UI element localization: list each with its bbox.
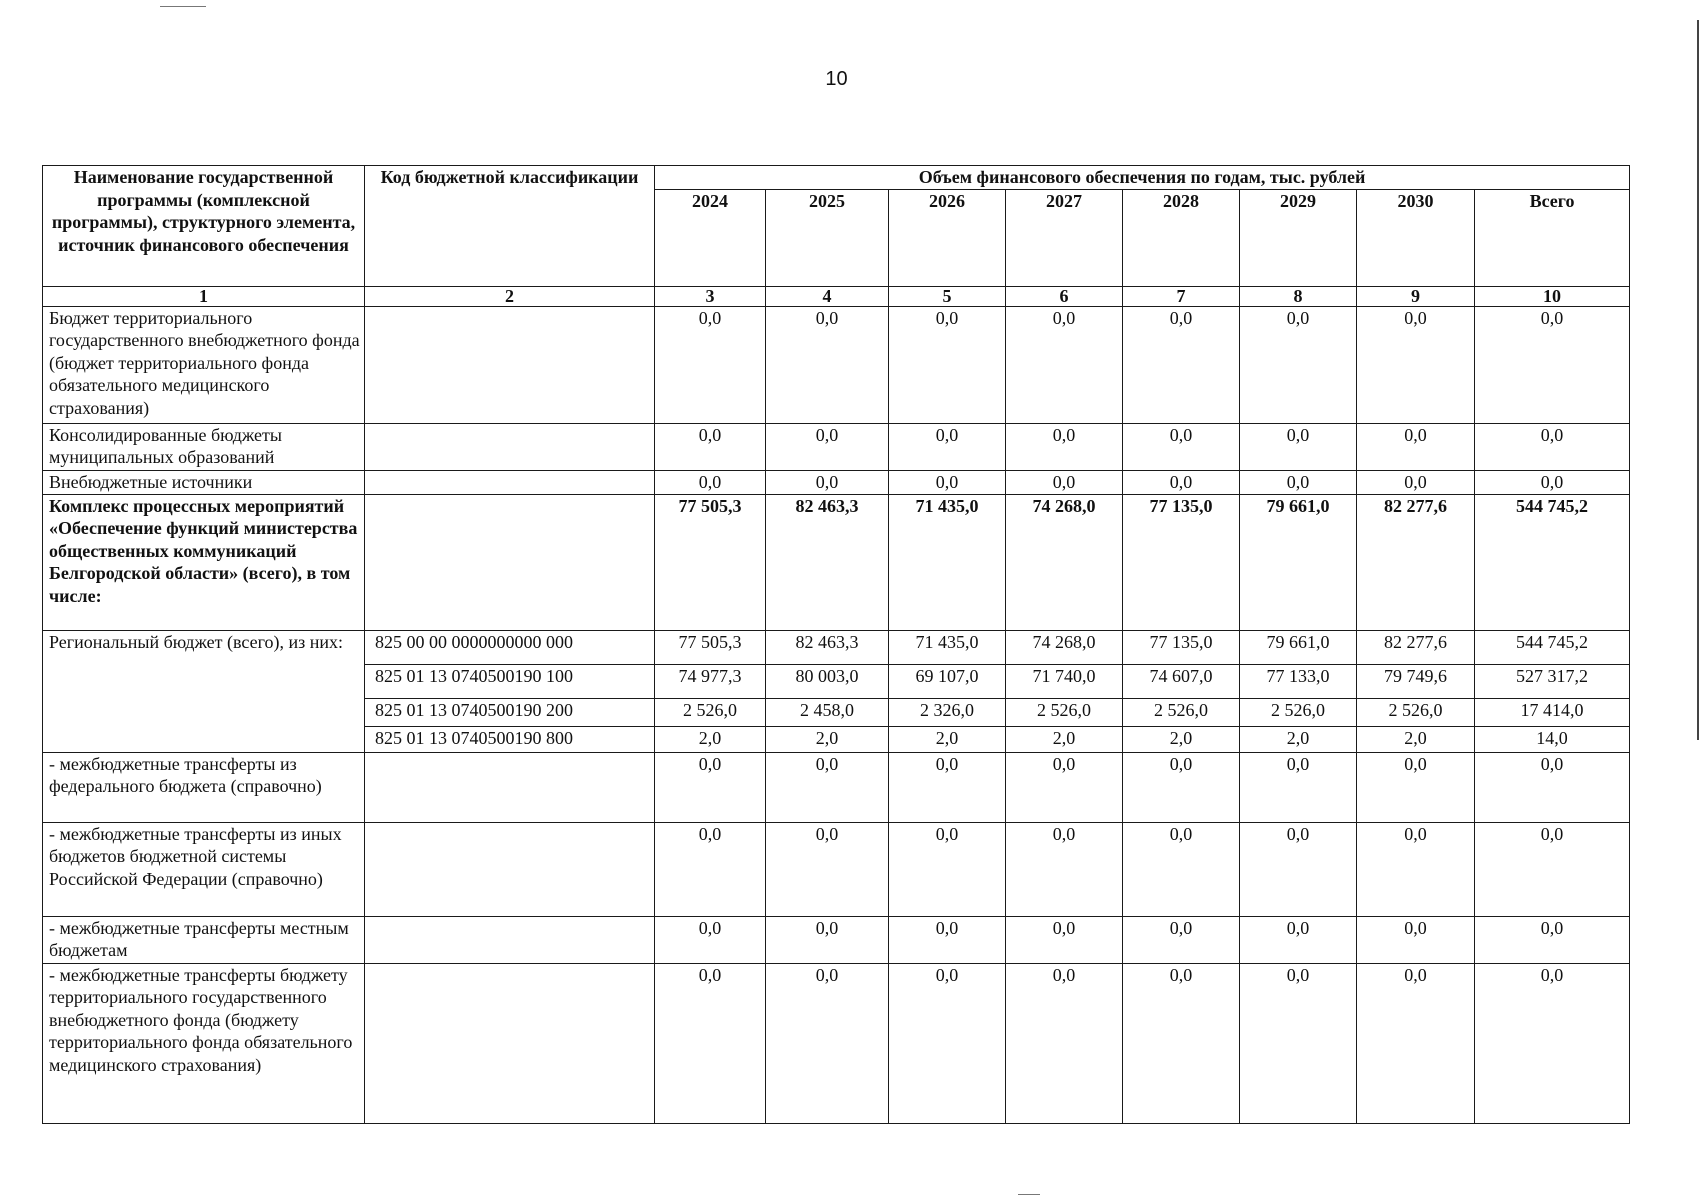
value-cell: 71 435,0 xyxy=(889,494,1006,630)
row-code xyxy=(365,752,655,822)
value-cell: 69 107,0 xyxy=(889,664,1006,698)
value-cell: 79 661,0 xyxy=(1240,494,1357,630)
value-cell: 0,0 xyxy=(889,306,1006,423)
row-name: Бюджет территориального государственного внебюджетного фонда (бюджет территориального фонда обязательного медицинского страхования) xyxy=(43,306,365,423)
row-name: Комплекс процессных мероприятий «Обеспечение функций министерства общественных коммуникаций Белгородской области» (всего), в том числе: xyxy=(43,494,365,630)
table-row xyxy=(43,494,1630,630)
header-year: 2030 xyxy=(1357,189,1475,286)
value-cell: 0,0 xyxy=(1006,963,1123,1123)
total-cell: 0,0 xyxy=(1475,423,1630,470)
value-cell: 0,0 xyxy=(889,822,1006,916)
row-code xyxy=(365,822,655,916)
value-cell: 0,0 xyxy=(1006,822,1123,916)
value-cell: 0,0 xyxy=(655,822,766,916)
value-cell: 0,0 xyxy=(766,423,889,470)
row-name: Региональный бюджет (всего), из них: xyxy=(43,630,365,752)
row-code xyxy=(365,963,655,1123)
row-code: 825 01 13 0740500190 200 xyxy=(365,698,655,726)
total-cell: 527 317,2 xyxy=(1475,664,1630,698)
value-cell: 0,0 xyxy=(1123,470,1240,494)
value-cell: 77 505,3 xyxy=(655,630,766,664)
total-cell: 0,0 xyxy=(1475,752,1630,822)
value-cell: 2 526,0 xyxy=(655,698,766,726)
total-cell: 0,0 xyxy=(1475,470,1630,494)
column-number: 5 xyxy=(889,286,1006,306)
value-cell: 0,0 xyxy=(1240,423,1357,470)
header-year: 2025 xyxy=(766,189,889,286)
header-year: 2026 xyxy=(889,189,1006,286)
total-cell: 0,0 xyxy=(1475,306,1630,423)
value-cell: 82 277,6 xyxy=(1357,630,1475,664)
table-row xyxy=(43,916,1630,963)
row-name: Внебюджетные источники xyxy=(43,470,365,494)
financing-table xyxy=(42,165,1630,1124)
value-cell: 0,0 xyxy=(889,423,1006,470)
value-cell: 0,0 xyxy=(889,916,1006,963)
value-cell: 0,0 xyxy=(655,423,766,470)
total-cell: 0,0 xyxy=(1475,916,1630,963)
row-code xyxy=(365,306,655,423)
column-number: 3 xyxy=(655,286,766,306)
value-cell: 71 435,0 xyxy=(889,630,1006,664)
value-cell: 0,0 xyxy=(766,752,889,822)
value-cell: 0,0 xyxy=(655,470,766,494)
total-cell: 17 414,0 xyxy=(1475,698,1630,726)
column-number: 7 xyxy=(1123,286,1240,306)
total-cell: 14,0 xyxy=(1475,726,1630,752)
table-row xyxy=(43,630,1630,664)
value-cell: 82 277,6 xyxy=(1357,494,1475,630)
value-cell: 2 526,0 xyxy=(1123,698,1240,726)
table-row xyxy=(43,963,1630,1123)
value-cell: 0,0 xyxy=(655,916,766,963)
row-code xyxy=(365,423,655,470)
column-number: 8 xyxy=(1240,286,1357,306)
value-cell: 2,0 xyxy=(766,726,889,752)
value-cell: 0,0 xyxy=(889,963,1006,1123)
value-cell: 0,0 xyxy=(1123,306,1240,423)
total-cell: 0,0 xyxy=(1475,963,1630,1123)
table-row xyxy=(43,306,1630,423)
column-number: 9 xyxy=(1357,286,1475,306)
value-cell: 79 749,6 xyxy=(1357,664,1475,698)
value-cell: 0,0 xyxy=(1240,916,1357,963)
value-cell: 0,0 xyxy=(1006,423,1123,470)
value-cell: 74 268,0 xyxy=(1006,494,1123,630)
value-cell: 0,0 xyxy=(1123,752,1240,822)
value-cell: 0,0 xyxy=(1123,916,1240,963)
value-cell: 0,0 xyxy=(655,752,766,822)
value-cell: 0,0 xyxy=(1123,822,1240,916)
row-code: 825 01 13 0740500190 800 xyxy=(365,726,655,752)
value-cell: 74 268,0 xyxy=(1006,630,1123,664)
row-code: 825 01 13 0740500190 100 xyxy=(365,664,655,698)
value-cell: 0,0 xyxy=(1006,916,1123,963)
total-cell: 0,0 xyxy=(1475,822,1630,916)
value-cell: 71 740,0 xyxy=(1006,664,1123,698)
row-name: - межбюджетные трансферты из иных бюджетов бюджетной системы Российской Федерации (справочно) xyxy=(43,822,365,916)
column-number: 6 xyxy=(1006,286,1123,306)
value-cell: 82 463,3 xyxy=(766,494,889,630)
scan-edge-line xyxy=(1697,20,1699,740)
value-cell: 0,0 xyxy=(1240,963,1357,1123)
value-cell: 2 526,0 xyxy=(1006,698,1123,726)
header-volume-group: Объем финансового обеспечения по годам, тыс. рублей xyxy=(655,166,1630,190)
value-cell: 0,0 xyxy=(1240,822,1357,916)
value-cell: 0,0 xyxy=(889,470,1006,494)
total-cell: 544 745,2 xyxy=(1475,494,1630,630)
value-cell: 2 526,0 xyxy=(1357,698,1475,726)
row-code xyxy=(365,470,655,494)
value-cell: 77 505,3 xyxy=(655,494,766,630)
value-cell: 0,0 xyxy=(889,752,1006,822)
value-cell: 0,0 xyxy=(766,963,889,1123)
table-row xyxy=(43,423,1630,470)
value-cell: 2,0 xyxy=(1240,726,1357,752)
row-name: Консолидированные бюджеты муниципальных образований xyxy=(43,423,365,470)
value-cell: 0,0 xyxy=(1006,470,1123,494)
value-cell: 0,0 xyxy=(1240,470,1357,494)
value-cell: 77 133,0 xyxy=(1240,664,1357,698)
value-cell: 2 458,0 xyxy=(766,698,889,726)
value-cell: 2,0 xyxy=(1123,726,1240,752)
value-cell: 0,0 xyxy=(766,306,889,423)
column-number: 4 xyxy=(766,286,889,306)
value-cell: 0,0 xyxy=(1357,470,1475,494)
value-cell: 0,0 xyxy=(766,470,889,494)
column-number: 1 xyxy=(43,286,365,306)
value-cell: 0,0 xyxy=(1357,752,1475,822)
value-cell: 82 463,3 xyxy=(766,630,889,664)
value-cell: 0,0 xyxy=(1240,306,1357,423)
page-number: 10 xyxy=(825,68,848,90)
value-cell: 2 526,0 xyxy=(1240,698,1357,726)
value-cell: 0,0 xyxy=(1357,423,1475,470)
header-year: 2028 xyxy=(1123,189,1240,286)
value-cell: 74 977,3 xyxy=(655,664,766,698)
table-row xyxy=(43,822,1630,916)
column-number: 10 xyxy=(1475,286,1630,306)
value-cell: 74 607,0 xyxy=(1123,664,1240,698)
value-cell: 0,0 xyxy=(1123,423,1240,470)
header-year: 2029 xyxy=(1240,189,1357,286)
row-code xyxy=(365,916,655,963)
value-cell: 0,0 xyxy=(1123,963,1240,1123)
value-cell: 79 661,0 xyxy=(1240,630,1357,664)
value-cell: 2,0 xyxy=(1006,726,1123,752)
table-row xyxy=(43,470,1630,494)
value-cell: 0,0 xyxy=(1357,916,1475,963)
value-cell: 2,0 xyxy=(655,726,766,752)
value-cell: 77 135,0 xyxy=(1123,630,1240,664)
row-name: - межбюджетные трансферты местным бюджетам xyxy=(43,916,365,963)
value-cell: 0,0 xyxy=(655,306,766,423)
header-name: Наименование государственной программы (комплексной программы), структурного элемента, источник финансового обеспечения xyxy=(43,166,365,287)
value-cell: 0,0 xyxy=(1357,822,1475,916)
column-number: 2 xyxy=(365,286,655,306)
scan-artifact xyxy=(1018,1194,1040,1195)
value-cell: 0,0 xyxy=(1357,306,1475,423)
row-code: 825 00 00 0000000000 000 xyxy=(365,630,655,664)
row-name: - межбюджетные трансферты из федерального бюджета (справочно) xyxy=(43,752,365,822)
value-cell: 2,0 xyxy=(1357,726,1475,752)
value-cell: 0,0 xyxy=(1240,752,1357,822)
row-name: - межбюджетные трансферты бюджету территориального государственного внебюджетного фонда (бюджету территориального фонда обязательного медицинского страхования) xyxy=(43,963,365,1123)
value-cell: 2 326,0 xyxy=(889,698,1006,726)
value-cell: 0,0 xyxy=(1006,752,1123,822)
header-year: 2027 xyxy=(1006,189,1123,286)
row-code xyxy=(365,494,655,630)
header-code: Код бюджетной классификации xyxy=(365,166,655,287)
total-cell: 544 745,2 xyxy=(1475,630,1630,664)
value-cell: 80 003,0 xyxy=(766,664,889,698)
header-year: 2024 xyxy=(655,189,766,286)
scan-artifact xyxy=(160,6,206,7)
value-cell: 0,0 xyxy=(766,916,889,963)
value-cell: 0,0 xyxy=(655,963,766,1123)
table-row xyxy=(43,752,1630,822)
value-cell: 77 135,0 xyxy=(1123,494,1240,630)
value-cell: 0,0 xyxy=(766,822,889,916)
header-total: Всего xyxy=(1475,189,1630,286)
value-cell: 0,0 xyxy=(1006,306,1123,423)
value-cell: 2,0 xyxy=(889,726,1006,752)
value-cell: 0,0 xyxy=(1357,963,1475,1123)
